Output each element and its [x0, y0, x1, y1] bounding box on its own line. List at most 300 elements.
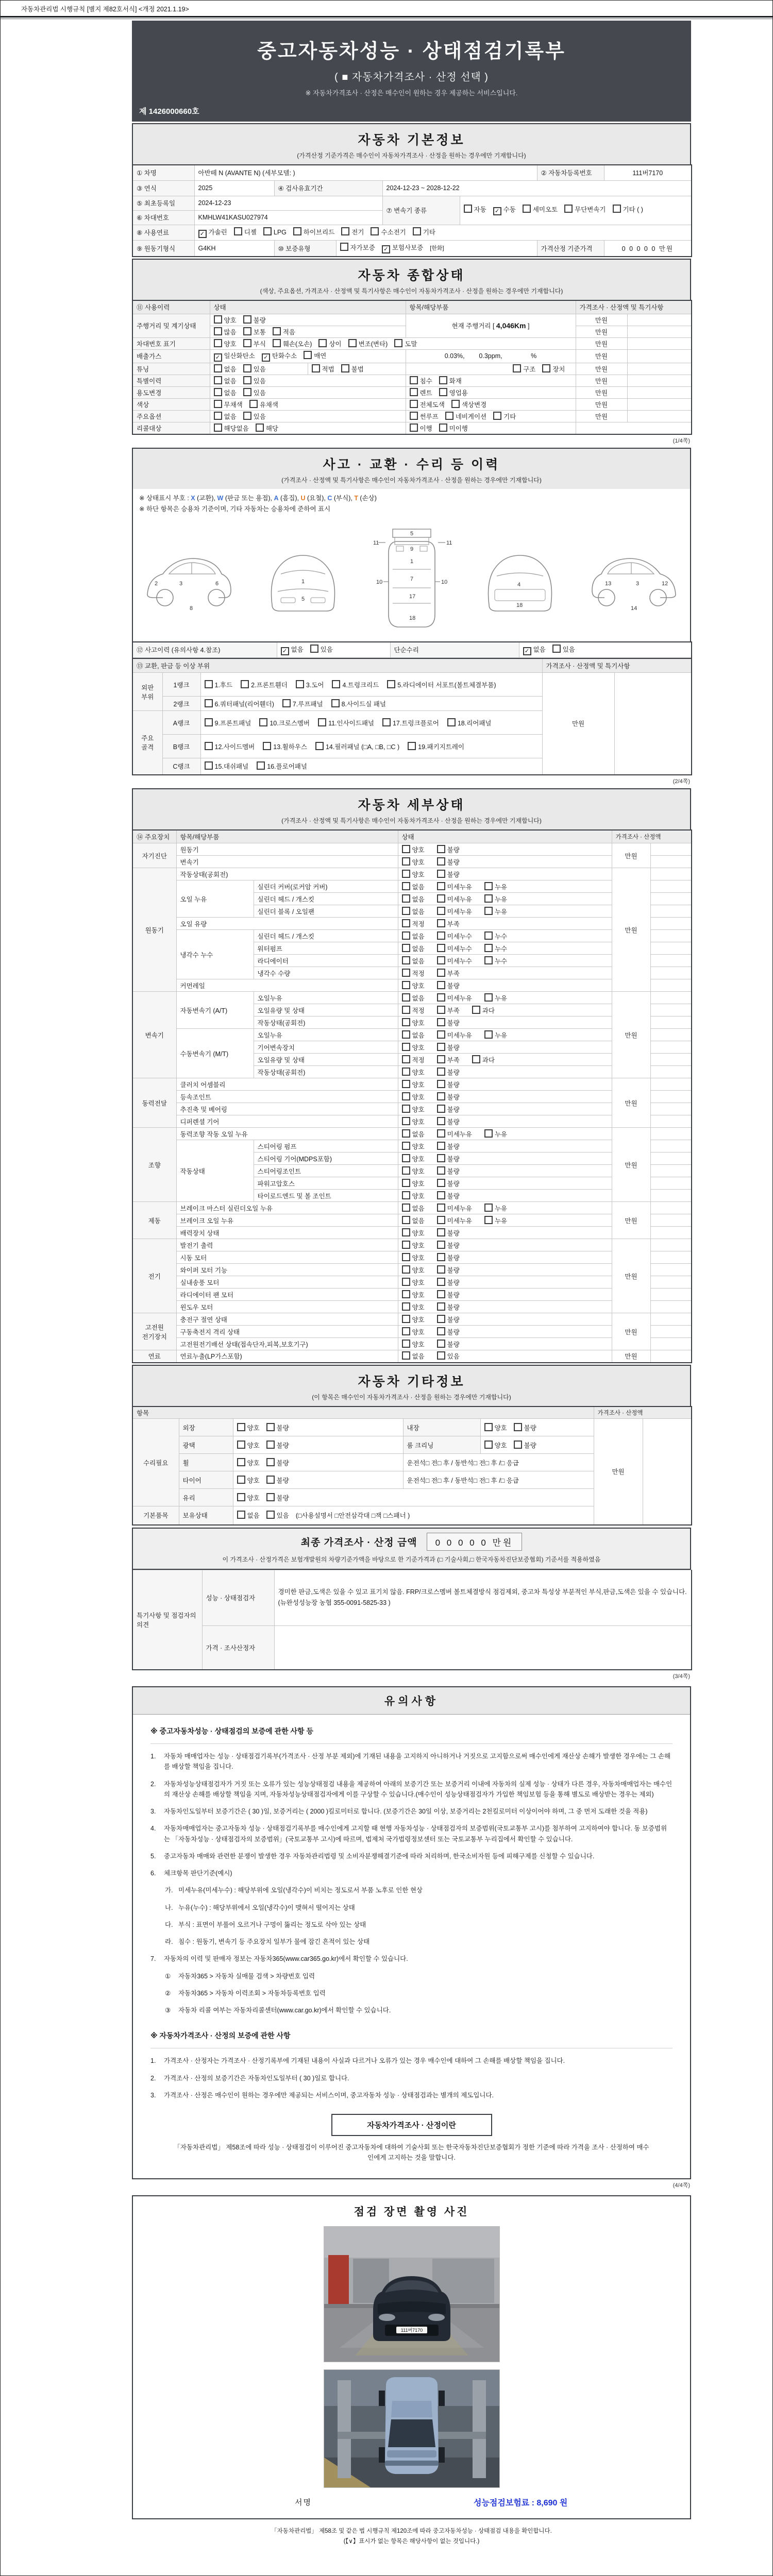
recall-row: 리콜대상 해당없음 해당 이행 미이행 — [132, 422, 692, 434]
checkbox-label: 양호 — [224, 316, 237, 324]
checkbox-icon — [437, 1117, 445, 1125]
panel-item-label: 14.필러패널 (□A, □B, □C ) — [325, 743, 400, 751]
checkbox-label: 양호 — [412, 1081, 425, 1089]
checkbox-label: 불량 — [447, 1019, 460, 1027]
checkbox-label: 없음 — [224, 377, 237, 385]
detail-row — [132, 1289, 692, 1301]
checkbox-icon — [464, 205, 472, 213]
panel-item — [447, 718, 492, 727]
detail-note-cell — [650, 992, 692, 1004]
notice-paragraph — [165, 1903, 673, 1913]
notice-paragraph-text: 자동차 매매업자는 성능 · 상태점검기록부(가격조사 · 산정 부분 제외)에 기재된 내용을 고지하지 아니하거나 거짓으로 고지함으로써 매수인에게 재산상 손해가 발생한 경우에는 그 손해를 배상할 책임을 집니다. — [164, 1753, 671, 1771]
checkbox-label: 불량 — [447, 1291, 460, 1299]
hold-state-options: 없음 있음 (□사용설명서 □안전삼각대 □잭 □스패너 ) — [233, 1506, 594, 1525]
checkbox-label: 양호 — [412, 1242, 425, 1249]
checkbox-label: 양호 — [412, 1341, 425, 1348]
notice-paragraph-text: 미세누유(미세누수) : 해당부위에 오일(냉각수)이 비치는 정도로서 부품 노후로 인한 현상 — [178, 1887, 423, 1894]
detail-state-options — [398, 1264, 612, 1276]
panel-item-label: 9.프론트패널 — [214, 719, 251, 727]
engine-type-value: G4KH — [194, 240, 274, 257]
inspection-period-label: ④ 검사유효기간 — [274, 180, 382, 196]
checkbox-label: 구조 — [523, 365, 536, 373]
checkbox-icon — [263, 227, 272, 235]
checkbox-icon — [402, 1191, 410, 1199]
checkbox-label: 불량 — [447, 1229, 460, 1237]
checkbox-icon — [402, 1302, 410, 1311]
detail-state-options — [398, 955, 612, 967]
page-mark-3: (3/4쪽) — [673, 1673, 690, 1680]
current-mileage: 현재 주행거리 [ 4,046Km ] — [406, 314, 576, 337]
detail-row — [132, 1091, 692, 1103]
checkbox-icon — [437, 1327, 445, 1335]
checkbox-icon — [237, 1423, 245, 1431]
svg-text:7: 7 — [410, 576, 413, 582]
checkbox-label: 전체도색 — [419, 401, 445, 409]
checkbox-icon — [484, 882, 493, 890]
svg-text:1: 1 — [410, 558, 413, 565]
panel-table — [132, 658, 692, 775]
checkbox-label: 부족 — [447, 920, 460, 928]
notice-paragraph-text: 자동차인도일부터 보증기간은 ( 30 )일, 보증거리는 ( 2000 )킬로미터로 합니다. (보증기간은 30일 이상, 보증거리는 2천킬로미터 이상이어야 하며, 그 중 먼저 도래한 것을 적용) — [164, 1808, 648, 1815]
checkbox-icon — [243, 315, 251, 324]
checkbox-icon — [552, 645, 561, 653]
detail-state-options — [398, 843, 612, 856]
detail-state-options — [398, 1016, 612, 1029]
checkbox-icon — [437, 1154, 445, 1162]
checkbox-label: 누유 — [494, 1217, 508, 1225]
checkbox-icon — [266, 1423, 275, 1431]
device-group-label: 자기진단 — [132, 843, 176, 868]
notice-paragraph-number: ② — [165, 1989, 171, 1997]
checkbox-icon — [402, 1290, 410, 1298]
checkbox-label: 있음 — [447, 1353, 460, 1361]
checkbox-icon — [205, 742, 213, 750]
checkbox-icon — [484, 894, 493, 903]
detail-subgroup-label: 오일 누유 — [176, 880, 254, 918]
checkbox-label: 불량 — [276, 1494, 289, 1502]
simple-repair-options — [519, 642, 692, 657]
document-number: 제 1426000660호 — [139, 107, 199, 116]
notice-paragraph-text: 자동차의 이력 및 판매자 정보는 자동차365(www.car365.go.kr)에서 확인할 수 있습니다. — [164, 1955, 408, 1963]
detail-item-label: 라디에이터 — [254, 955, 398, 967]
detail-state-options — [398, 1301, 612, 1313]
detail-note-cell — [650, 979, 692, 992]
final-price-box — [132, 1528, 691, 1570]
detail-subgroup-label: 작동상태 — [176, 1140, 254, 1202]
detail-row — [132, 918, 692, 930]
checkbox-icon — [402, 956, 410, 964]
checkbox-icon — [402, 1241, 410, 1249]
detail-note-cell — [650, 1103, 692, 1115]
checkbox-icon — [484, 1440, 493, 1449]
checkbox-icon — [542, 364, 550, 372]
footer-law-lines — [132, 2527, 691, 2547]
car-top-photo — [379, 2377, 445, 2474]
notice-paragraph — [165, 2005, 673, 2015]
checkbox-icon — [484, 907, 493, 915]
other-title: 자동차 기타정보 — [358, 1374, 465, 1389]
panel-item — [296, 680, 324, 689]
checkbox-icon — [402, 931, 410, 940]
inspector-label: 성능 · 상태점검자 — [202, 1570, 274, 1625]
checkbox-icon: ✓ — [281, 647, 289, 655]
checkbox-label: 없음 — [412, 945, 425, 953]
basic-info-table — [132, 164, 692, 257]
checkbox-label: 하이브리드 — [303, 228, 335, 236]
checkbox-label: 미세누유 — [447, 994, 472, 1002]
checkbox-label: 불량 — [447, 846, 460, 854]
detail-item-label: 냉각수 수량 — [254, 967, 398, 979]
checkbox-icon — [259, 718, 267, 726]
panel-item-label: 10.크로스멤버 — [270, 719, 310, 727]
inspection-period-value: 2024-12-23 ~ 2028-12-22 — [382, 180, 692, 196]
detail-state-options — [398, 1078, 612, 1091]
overall-header-state: 상태 — [210, 300, 406, 314]
frame-label: 주요 골격 — [132, 711, 162, 775]
checkbox-label: 없음 — [247, 1512, 260, 1520]
checkbox-icon — [234, 227, 242, 235]
checkbox-icon — [437, 907, 445, 915]
panel-item — [387, 680, 496, 689]
checkbox-icon — [387, 680, 395, 688]
checkbox-icon — [237, 1458, 245, 1466]
detail-subgroup-label: 자동변속기 (A/T) — [176, 992, 254, 1029]
notice-paragraph — [165, 1971, 673, 1981]
checkbox-label: 누유 — [494, 994, 508, 1002]
checkbox-icon — [243, 364, 251, 372]
panel-item — [318, 718, 374, 727]
checkbox-icon — [408, 742, 416, 750]
checkbox-label: 불량 — [524, 1424, 536, 1432]
checkbox-icon: ✓ — [382, 245, 390, 253]
checkbox-label: 부족 — [447, 970, 460, 977]
checkbox-icon — [402, 1179, 410, 1187]
group-price: 만원 — [612, 1202, 650, 1239]
detail-item-label: 작동상태(공회전) — [254, 1016, 398, 1029]
checkbox-icon — [437, 1216, 445, 1224]
other-table: 항목 가격조사 · 산정액 수리필요 외장 양호 불량 내장 양호 불량 만원 광택 양호 불량 룸 크리닝 양호 불량 휠 양호 불량 운전석□ 전□ 후 / 동반석□ 전□ 후 /□ 응급 타이어 양호 불량 운전석□ 전□ 후 / 동반석□ 전□ 후 /□ 응급 유리 양호 불량 기본품목 보유상태 없음 있음 (□사용설명서 □안전삼각대 □잭 □스패너 ) — [132, 1406, 692, 1526]
device-group-label: 원동기 — [132, 868, 176, 992]
detail-note-cell — [650, 1054, 692, 1066]
checkbox-icon — [214, 423, 222, 432]
device-group-label: 고전원 전기장치 — [132, 1313, 176, 1350]
year-label: ③ 연식 — [132, 180, 194, 196]
svg-text:5: 5 — [301, 596, 305, 602]
checkbox-label: 가솔린 — [208, 228, 227, 236]
checkbox-label: 미이행 — [449, 425, 468, 432]
repair-need-label: 수리필요 — [132, 1419, 179, 1506]
checkbox-label: 기타 — [503, 413, 516, 420]
panel-item-label: 17.트렁크플로어 — [392, 719, 439, 727]
transmission-label: ⑦ 변속기 종류 — [382, 196, 460, 225]
checkbox-icon — [437, 894, 445, 903]
checkbox-icon — [402, 1340, 410, 1348]
detail-note-cell — [650, 1004, 692, 1016]
checkbox-label: 없음 — [412, 1217, 425, 1225]
checkbox-label: 양호 — [224, 340, 237, 348]
checkbox-icon — [437, 882, 445, 890]
svg-text:10: 10 — [441, 579, 447, 585]
checkbox-label: 렌트 — [419, 389, 432, 397]
overall-title: 자동차 종합상태 — [358, 268, 465, 283]
detail-item-label: 실린더 블록 / 오일팬 — [254, 905, 398, 918]
checkbox-label: 불량 — [447, 1279, 460, 1286]
detail-item-label: 클러치 어셈블리 — [176, 1078, 398, 1091]
notice-title: 유의사항 — [133, 1687, 690, 1715]
svg-text:18: 18 — [516, 602, 523, 608]
detail-row — [132, 1276, 692, 1289]
checkbox-icon — [293, 227, 301, 235]
notice-paragraph-text: 자동차365 > 자동차 이력조회 > 자동차등록번호 입력 — [178, 1989, 326, 1997]
top-rule — [1, 16, 772, 19]
detail-state-options — [398, 1165, 612, 1177]
accident-note: (가격조사 · 산정액 및 특기사항은 매수인이 자동차가격조사 · 산정을 원하는 경우에만 기재합니다) — [281, 476, 542, 484]
detail-state-options — [398, 856, 612, 868]
checkbox-icon — [312, 364, 320, 372]
panel-item — [259, 718, 310, 727]
first-reg-value: 2024-12-23 — [194, 196, 382, 210]
page-title: 중고자동차성능 · 상태점검기록부 — [257, 41, 566, 62]
detail-state-options — [398, 868, 612, 880]
checkbox-icon — [402, 882, 410, 890]
detail-note-cell — [650, 1165, 692, 1177]
device-group-label: 동력전달 — [132, 1078, 176, 1128]
checkbox-label: 일산화탄소 — [224, 352, 255, 360]
appraiser-label: 가격 · 조사산정자 — [202, 1625, 274, 1670]
svg-text:11: 11 — [373, 540, 379, 546]
checkbox-icon — [437, 857, 445, 866]
accident-history-table — [132, 641, 692, 658]
checkbox-label: 양호 — [412, 1093, 425, 1101]
checkbox-icon — [437, 1351, 445, 1360]
detail-item-label: 실내송풍 모터 — [176, 1276, 398, 1289]
car-front-diagram — [254, 522, 352, 636]
checkbox-icon — [402, 1105, 410, 1113]
checkbox-label: 불량 — [447, 1242, 460, 1249]
checkbox-label: 디젤 — [244, 228, 257, 236]
group-price: 만원 — [612, 1078, 650, 1128]
checkbox-label: 장치 — [552, 365, 565, 373]
notice-paragraph-number: 3. — [150, 2091, 156, 2099]
notice-paragraph — [165, 1920, 673, 1930]
checkbox-icon — [402, 1351, 410, 1360]
checkbox-label: 양호 — [412, 1118, 425, 1126]
detail-state-options — [398, 942, 612, 955]
checkbox-icon — [237, 1511, 245, 1519]
detail-item-label: 워터펌프 — [254, 942, 398, 955]
checkbox-label: 누유 — [494, 895, 508, 903]
checkbox-label: 양호 — [247, 1442, 260, 1449]
checkbox-icon — [437, 1142, 445, 1150]
checkbox-label: 누유 — [494, 883, 508, 891]
panel-price-header: 가격조사 · 산정액 및 특기사항 — [542, 658, 692, 673]
checkbox-icon — [266, 1476, 275, 1484]
detail-item-label: 스티어링 기어(MDPS포함) — [254, 1153, 398, 1165]
detail-note-cell — [650, 1091, 692, 1103]
detail-item-label: 실린더 커버(로커암 커버) — [254, 880, 398, 893]
checkbox-icon — [257, 761, 265, 770]
detail-state-options — [398, 967, 612, 979]
checkbox-label: 불량 — [447, 1328, 460, 1336]
detail-state-options — [398, 1251, 612, 1264]
panel-item-label: 7.루프패널 — [292, 700, 323, 708]
checkbox-label: 미세누유 — [447, 1130, 472, 1138]
checkbox-label: 미세누수 — [447, 945, 472, 953]
checkbox-icon — [402, 870, 410, 878]
checkbox-icon — [437, 944, 445, 952]
checkbox-label: 양호 — [412, 1019, 425, 1027]
checkbox-icon — [402, 969, 410, 977]
checkbox-icon — [214, 315, 222, 324]
checkbox-label: 과다 — [482, 1056, 495, 1064]
overall-table: ⑪ 사용이력 상태 항목/해당부품 가격조사 · 산정액 및 특기사항 주행거리 및 계기상태 양호 불량 현재 주행거리 [ 4,046Km ] 만원 많음 보통 적음 만원 차대번호 표기 양호 부식 훼손(오손) 상이 변조(변타) 도말 만원 배출가스 ✓ 일산화탄소 ✓ 탄화수소 매연 0.03%, 0.3ppm, % 만원 튜닝 없음 있음 적법 불법 구조 장치 만원 특별이력 없음 있음 침수 화재 만원 용도변경 없음 있음 렌트 영업용 만원 색상 무채색 유채색 전체도색 색상변경 만원 주요옵션 없음 있음 썬루프 네비게이션 기타 만원 리콜대상 해당없음 해당 이행 미이행 — [132, 300, 692, 435]
fuel-label: ⑧ 사용연료 — [132, 225, 194, 240]
checkbox-label: 있음 — [253, 413, 266, 420]
checkbox-icon — [437, 1265, 445, 1274]
detail-item-label: 배력장치 상태 — [176, 1227, 398, 1239]
checkbox-icon — [402, 1055, 410, 1063]
detail-item-label: 등속조인트 — [176, 1091, 398, 1103]
group-price: 만원 — [612, 1313, 650, 1350]
checkbox-icon — [341, 227, 349, 235]
checkbox-icon — [402, 894, 410, 903]
device-group-label: 전기 — [132, 1239, 176, 1313]
detail-row — [132, 992, 692, 1004]
notice-paragraph — [165, 1937, 673, 1947]
checkbox-icon — [341, 364, 349, 372]
inspection-photo-front — [324, 2226, 500, 2362]
detail-row — [132, 1202, 692, 1214]
detail-item-label: 브레이크 오일 누유 — [176, 1214, 398, 1227]
basic-items-label: 기본품목 — [132, 1506, 179, 1525]
checkbox-icon — [437, 1179, 445, 1187]
page-mark-2: (2/4쪽) — [673, 778, 690, 785]
detail-item-label: 고전원전기배선 상태(접속단자,피복,보호기구) — [176, 1338, 398, 1350]
checkbox-icon: ✓ — [523, 647, 531, 655]
checkbox-label: 양호 — [412, 1143, 425, 1150]
detail-item-label: 스티어링 펌프 — [254, 1140, 398, 1153]
notice-paragraph-text: 가격조사 · 산정의 보증기간은 자동차인도일부터 ( 30 )일로 합니다. — [164, 2074, 349, 2082]
panel-item-label: 5.라디에이터 서포트(볼트체결부품) — [397, 681, 496, 689]
detail-note-cell — [650, 930, 692, 942]
checkbox-label: 기타 — [423, 228, 435, 236]
checkbox-label: 양호 — [412, 1192, 425, 1200]
year-value: 2025 — [194, 180, 274, 196]
detail-state-options — [398, 1202, 612, 1214]
photo-section — [132, 2195, 691, 2519]
notice-paragraph — [150, 2056, 673, 2066]
overall-header-item: 항목/해당부품 — [406, 300, 576, 314]
panel-item-label: 2.프론트휀더 — [251, 681, 288, 689]
detail-item-label: 오일유량 및 상태 — [254, 1054, 398, 1066]
tuning-row: 튜닝 없음 있음 적법 불법 구조 장치 만원 — [132, 363, 692, 375]
svg-text:2: 2 — [155, 581, 158, 587]
checkbox-icon — [237, 1493, 245, 1501]
checkbox-label: 적정 — [412, 970, 425, 977]
rankC-label: C랭크 — [162, 758, 200, 775]
checkbox-icon — [514, 1440, 522, 1449]
notice-paragraph-text: 중고자동차 매매와 관련한 분쟁이 발생한 경우 자동차관리법령 및 소비자분쟁해결기준에 따라 처리하며, 한국소비자원 등에 피해구제를 신청할 수 있습니다. — [164, 1852, 595, 1860]
checkbox-icon — [437, 845, 445, 853]
notice-paragraph-number: 1. — [150, 1753, 156, 1760]
detail-state-options — [398, 918, 612, 930]
tire-positions: 운전석□ 전□ 후 / 동반석□ 전□ 후 /□ 응급 — [403, 1471, 594, 1489]
state-code-legend: ※ 상태표시 부호 : X (교환), W (판금 또는 용접), A (흠집), U (요철), C (부식), T (손상) ※ 하단 항목은 승용차 기준이며, 기타 자동차는 승용차에 준하여 표시 — [132, 489, 691, 519]
checkbox-icon — [371, 227, 379, 235]
detail-state-options — [398, 1350, 612, 1363]
checkbox-label: 없음 — [224, 365, 237, 373]
panel-item-label: 15.대쉬패널 — [214, 763, 249, 771]
checkbox-icon — [243, 327, 251, 335]
device-group-label: 제동 — [132, 1202, 176, 1239]
checkbox-icon — [402, 919, 410, 927]
wheel-positions: 운전석□ 전□ 후 / 동반석□ 전□ 후 /□ 응급 — [403, 1454, 594, 1471]
checkbox-icon — [437, 1080, 445, 1088]
car-top-diagram — [368, 522, 456, 636]
detail-state-options — [398, 1140, 612, 1153]
panel-item — [332, 680, 379, 689]
checkbox-label: 없음 — [412, 994, 425, 1002]
checkbox-label: 양호 — [412, 1328, 425, 1336]
checkbox-label: 누수 — [494, 957, 508, 965]
detail-note: (가격조사 · 산정액 및 특기사항은 매수인이 자동차가격조사 · 산정을 원하는 경우에만 기재합니다) — [281, 817, 542, 824]
detail-state-options — [398, 1128, 612, 1140]
car-damage-diagrams — [132, 519, 691, 641]
checkbox-icon — [484, 993, 493, 1002]
detail-state-options — [398, 930, 612, 942]
notice-paragraph-number: 5. — [150, 1852, 156, 1860]
basic-info-band — [132, 123, 691, 164]
svg-text:13: 13 — [605, 581, 612, 587]
panel-item — [408, 742, 464, 751]
transmission-options — [460, 196, 692, 225]
checkbox-label: 적정 — [412, 920, 425, 928]
footer-law-line: 「자동차관리법」 제58조 및 같은 법 시행규칙 제120조에 따라 중고자동차성능 · 상태점검 내용을 확인합니다. — [271, 2528, 552, 2534]
panel-item — [205, 680, 233, 689]
detail-row — [132, 1313, 692, 1326]
group-price: 만원 — [612, 868, 650, 992]
detail-note-cell — [650, 1078, 692, 1091]
checkbox-icon — [402, 1092, 410, 1100]
checkbox-label: 양호 — [494, 1442, 507, 1449]
checkbox-label: 훼손(오손) — [282, 340, 312, 348]
checkbox-label: 도말 — [405, 340, 417, 348]
svg-text:11: 11 — [446, 540, 452, 546]
checkbox-label: 양호 — [412, 1155, 425, 1163]
checkbox-icon — [437, 1018, 445, 1026]
photo-section-title: 점검 장면 촬영 사진 — [354, 2206, 469, 2218]
notice-paragraph — [150, 2090, 673, 2100]
detail-row — [132, 1301, 692, 1313]
detail-note-cell — [650, 942, 692, 955]
notice-paragraph-text: 자동차 리콜 여부는 자동차리콜센터(www.car.go.kr)에서 확인할 수 있습니다. — [178, 2007, 391, 2014]
notice-paragraph-number: 2. — [150, 1780, 156, 1788]
other-header-item: 항목 — [132, 1406, 594, 1419]
other-note: (이 항목은 매수인이 자동차가격조사 · 산정을 원하는 경우에만 기재합니다) — [312, 1393, 511, 1401]
checkbox-icon — [402, 1216, 410, 1224]
notice-body — [133, 1715, 690, 2178]
checkbox-label: 불량 — [447, 858, 460, 866]
notice-paragraph-text: 가격조사 · 산정자는 가격조사 · 산정기록부에 기재된 내용이 사실과 다르거나 오류가 있는 경우 매수인에 대하여 그 손해를 배상할 책임을 집니다. — [164, 2057, 565, 2065]
checkbox-label: 없음 — [533, 646, 546, 653]
checkbox-icon — [484, 1030, 493, 1039]
checkbox-label: 누유 — [494, 1205, 508, 1212]
checkbox-label: 유채색 — [259, 401, 278, 409]
notice-paragraph-text: 부식 : 표면이 부풀어 오르거나 구멍이 뚫리는 정도로 삭아 있는 상태 — [178, 1921, 366, 1928]
checkbox-label: 많음 — [224, 328, 237, 336]
state-code-desc: (교환), — [195, 494, 217, 502]
panel-item-label: 1.후드 — [214, 681, 233, 689]
